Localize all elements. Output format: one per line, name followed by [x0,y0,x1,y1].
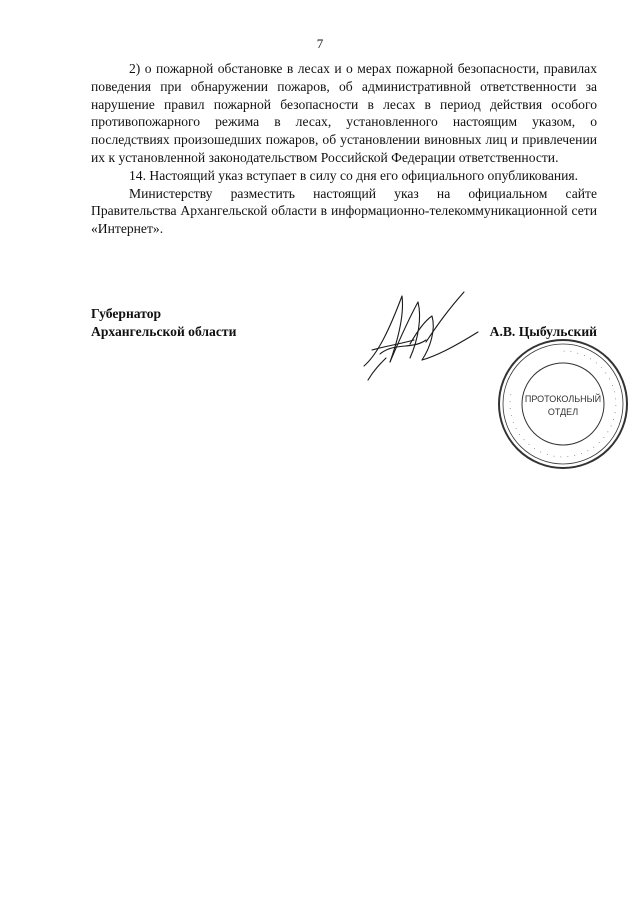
official-stamp [496,337,630,471]
document-body [91,60,597,238]
stamp-center-line1: ПРОТОКОЛЬНЫЙ [524,394,602,404]
paragraph-item-2: 2) о пожарной обстановке в лесах и о мерах пожарной безопасности, правилах поведения при обнаружении пожаров, об административной ответственности за нарушение правил пожарной безопасности в лесах в период действия особого противопожарного режима в лесах, установленного настоящим указом, о последствиях произошедших пожаров, об установлении виновных лиц и привлечении их к установленной законодательством Российской Федерации ответственности. [91,61,597,165]
stamp-center-line2: ОТДЕЛ [547,407,579,417]
paragraph-ministry-publish: Министерству разместить настоящий указ на официальном сайте Правительства Архангельской области в информационно-телекоммуникационной сети «Интернет». [91,185,597,237]
handwritten-signature [360,284,480,384]
paragraph-item-14: 14. Настоящий указ вступает в силу со дня его официального опубликования. [129,167,579,183]
svg-text:· · · · · · · · · · · · · · ·: · · · · · · · · · · · · · · · · · · · · · · · · · · · · · · · · · · · · · · [506,347,619,461]
signatory-position [91,305,236,341]
signatory-region: Архангельской области [91,324,237,339]
signatory-title: Губернатор [91,306,162,321]
page-number: 7 [316,36,324,51]
signatory-name: А.В. Цыбульский [489,324,597,339]
